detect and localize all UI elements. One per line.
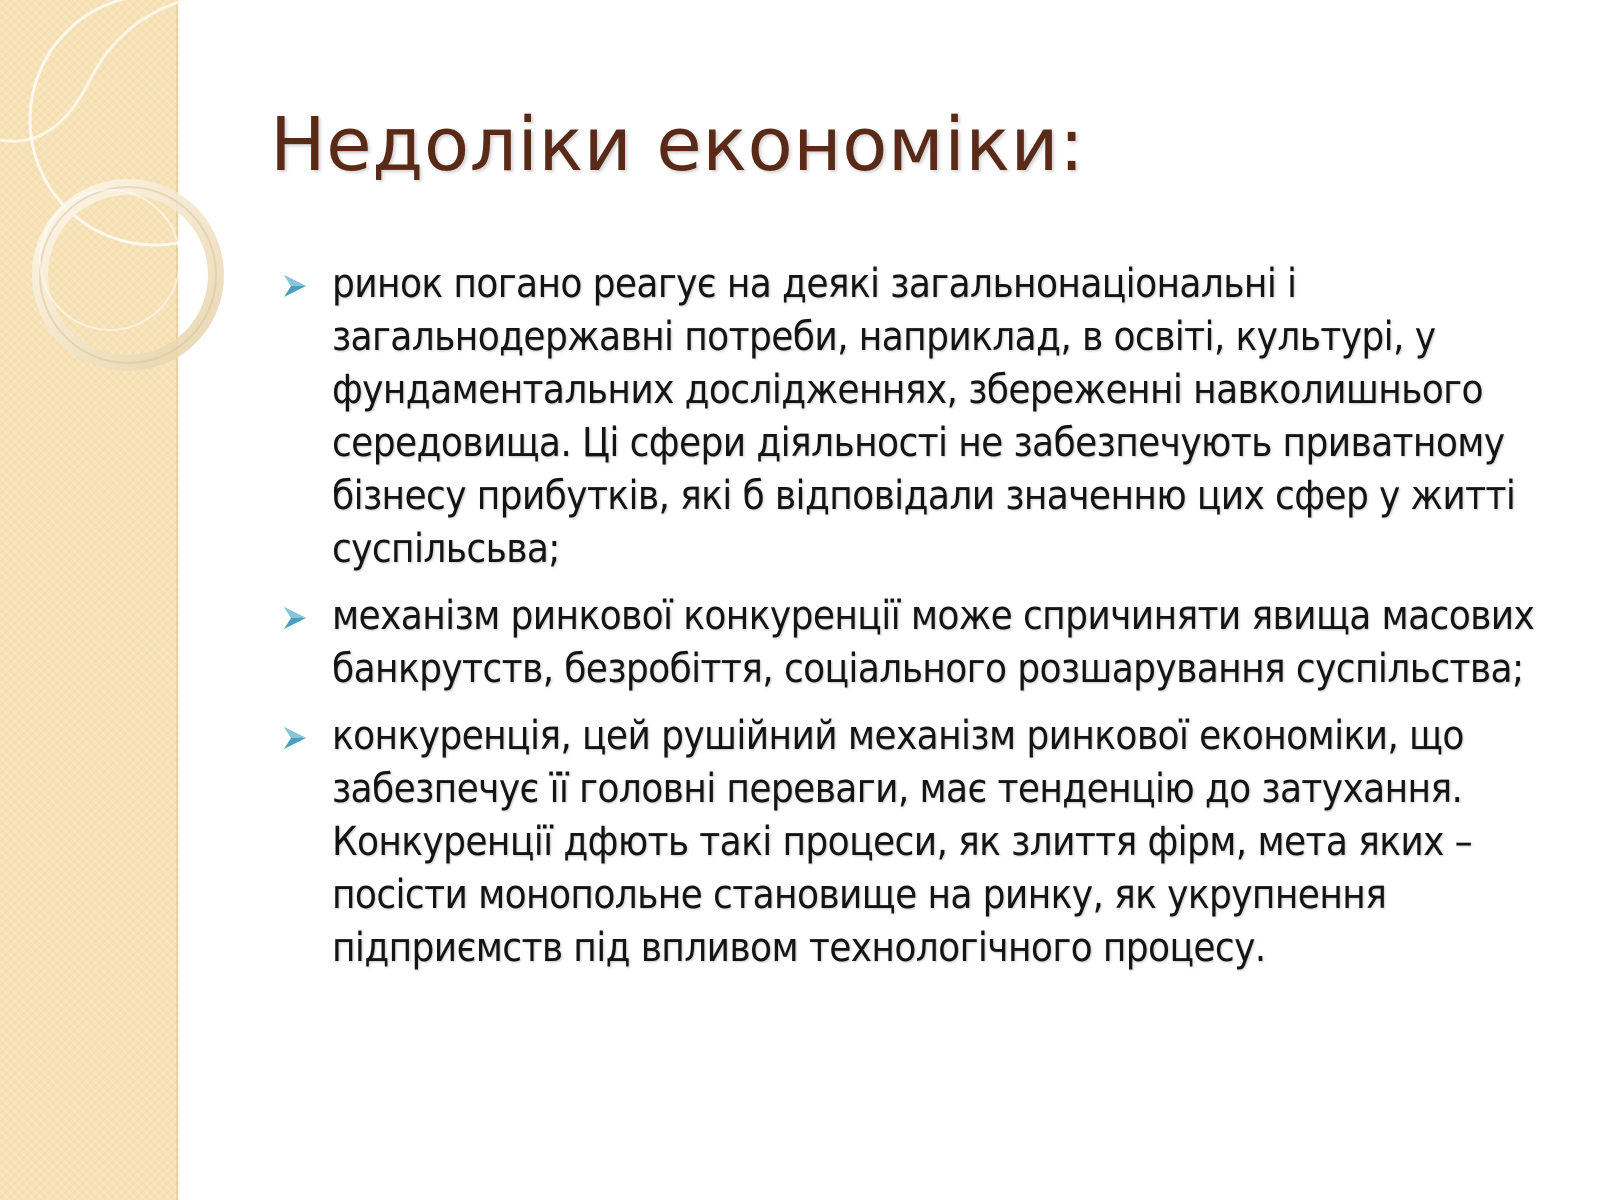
list-item: [282, 710, 1572, 975]
arrow-bullet-icon: [282, 604, 310, 632]
bullet-text: ринок погано реагує на деякі загальнонаціональні і загальнодержавні потреби, наприклад, в освіті, культурі, у фундаментальних дослідженнях, збереженні навколишнього середовища. Ці сфери діяльності не забезпечують приватному бізнесу прибутків, які б відповідали значенню цих сфер у житті суспільсьва;: [332, 261, 1516, 572]
bullet-list: [282, 258, 1572, 989]
arrow-bullet-icon: [282, 724, 310, 752]
bullet-text: конкуренція, цей рушійний механізм ринкової економіки, що забезпечує її головні переваги, має тенденцію до затухання. Конкуренції дфють такі процеси, як злиття фірм, мета яких – посісти монопольне становище на ринку, як укрупнення підприємств під впливом технологічного процесу.: [332, 713, 1473, 971]
bullet-text: механізм ринкової конкуренції може спричиняти явища масових банкрутств, безробіття, соціального розшарування суспільства;: [332, 593, 1535, 692]
slide-title: Недоліки економіки:: [270, 102, 1085, 188]
list-item: [282, 258, 1572, 576]
arrow-bullet-icon: [282, 272, 310, 300]
list-item: [282, 590, 1572, 696]
ring-ornament-icon: [0, 0, 240, 420]
